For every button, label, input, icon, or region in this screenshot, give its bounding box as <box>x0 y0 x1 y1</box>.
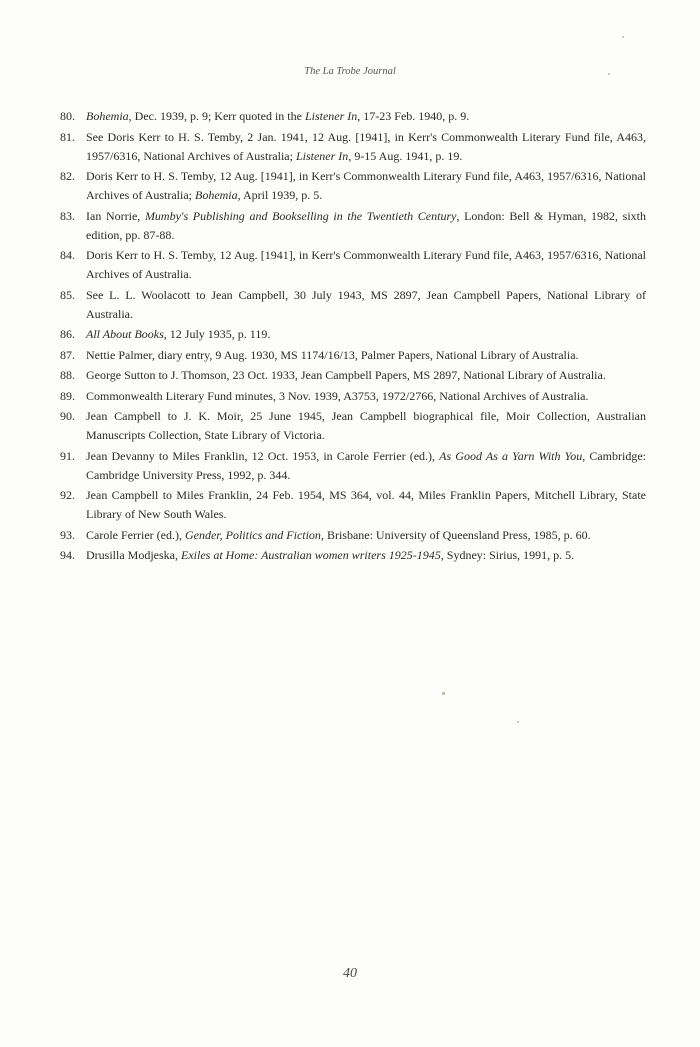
endnote-text-run: Jean Campbell to Miles Franklin, 24 Feb. 1954, MS 364, vol. 44, Miles Franklin Papers, Mitchell Library, State Library of New South Wales. <box>86 488 646 521</box>
endnote-title: Listener In <box>304 109 358 123</box>
endnote-number: 83. <box>60 208 75 223</box>
endnote-title: All About Books <box>86 327 164 341</box>
endnote-text-run: Carole Ferrier (ed.), <box>86 527 185 542</box>
endnote-number: 87. <box>60 347 75 362</box>
scan-speck <box>608 73 610 75</box>
endnote-number: 94. <box>60 548 75 562</box>
endnote-text <box>86 486 646 524</box>
endnote <box>60 167 646 205</box>
endnote-number: 88. <box>60 368 75 382</box>
endnote-text <box>86 325 646 344</box>
endnote-text-run: Jean Campbell to J. K. Moir, 25 June 1945, Jean Campbell biographical file, Moir Collection, Australian Manuscripts Collection, State Library of Victoria. <box>86 409 646 442</box>
endnote <box>60 526 646 545</box>
endnote-number: 80. <box>60 109 75 123</box>
endnote-text <box>86 346 646 365</box>
endnote-title: Gender, Politics and Fiction <box>184 527 321 542</box>
endnote <box>60 486 646 524</box>
endnote-text-run: See Doris Kerr to H. S. Temby, 2 Jan. 1941, 12 Aug. [1941], in Kerr's Commonwealth Literary Fund file, A463, 1957/6316, National Archives of Australia; <box>86 129 646 163</box>
endnote-text-run: See L. L. Woolacott to Jean Campbell, 30 July 1943, MS 2897, Jean Campbell Papers, National Library of Australia. <box>86 287 646 321</box>
scan-speck <box>517 721 519 723</box>
running-head: The La Trobe Journal <box>304 66 396 77</box>
endnote-text-run: Doris Kerr to H. S. Temby, 12 Aug. [1941], in Kerr's Commonwealth Literary Fund file, A463, 1957/6316, National Archives of Australia. <box>86 248 646 281</box>
endnote <box>60 128 646 166</box>
endnote-text-run: Ian Norrie, <box>86 208 145 223</box>
endnote-text-run: , Cambridge: Cambridge University Press, 1992, p. 344. <box>86 448 647 482</box>
endnote-text <box>86 387 646 406</box>
endnote-number: 84. <box>60 248 75 262</box>
endnote-text-run: , April 1939, p. 5. <box>237 188 323 202</box>
endnote-number: 82. <box>60 169 75 183</box>
endnote <box>60 325 646 344</box>
endnote-text <box>86 128 646 166</box>
endnote-title: As Good As a Yarn With You <box>439 448 583 463</box>
endnote-text-run: George Sutton to J. Thomson, 23 Oct. 1933, Jean Campbell Papers, MS 2897, National Library of Australia. <box>86 368 606 382</box>
endnote <box>60 346 646 365</box>
endnote-text-run: , 9-15 Aug. 1941, p. 19. <box>348 148 463 163</box>
endnote-text <box>86 107 646 126</box>
endnote-number: 92. <box>60 488 75 502</box>
endnote-text <box>86 286 646 324</box>
endnote-text-run: Jean Devanny to Miles Franklin, 12 Oct. 1953, in Carole Ferrier (ed.), <box>86 448 440 463</box>
endnote-text <box>86 526 646 545</box>
endnote-number: 90. <box>60 409 75 423</box>
endnote-title: Listener In <box>295 148 349 163</box>
endnote <box>60 366 646 385</box>
endnote-text-run: , 17-23 Feb. 1940, p. 9. <box>357 109 470 123</box>
endnote <box>60 407 646 445</box>
endnote-text-run: , Brisbane: University of Queensland Press, 1985, p. 60. <box>320 527 591 542</box>
endnote-number: 93. <box>60 527 75 542</box>
endnote-text-run: , London: Bell & Hyman, 1982, sixth edition, pp. 87-88. <box>86 208 646 242</box>
endnote-text <box>86 447 646 485</box>
endnote-number: 86. <box>60 327 75 341</box>
endnote-title: Mumby's Publishing and Bookselling in the Twentieth Century <box>144 208 457 223</box>
endnote-text-run: Doris Kerr to H. S. Temby, 12 Aug. [1941], in Kerr's Commonwealth Literary Fund file, A463, 1957/6316, National Archives of Australia; <box>86 169 646 202</box>
endnote-text-run: , 12 July 1935, p. 119. <box>163 327 271 341</box>
endnote <box>60 546 646 565</box>
endnote-text-run: , Dec. 1939, p. 9; Kerr quoted in the <box>128 109 305 123</box>
endnote <box>60 207 646 245</box>
endnote-text <box>86 207 646 245</box>
endnote-number: 91. <box>60 448 75 463</box>
endnotes-list <box>60 107 646 567</box>
endnote-text <box>86 546 646 565</box>
scan-speck <box>622 36 624 38</box>
endnote-text <box>86 366 646 385</box>
endnote-text <box>86 167 646 205</box>
endnote-number: 85. <box>60 287 75 302</box>
endnote-text-run: Drusilla Modjeska, <box>86 548 181 562</box>
page-number: 40 <box>343 966 357 981</box>
endnote-title: Bohemia <box>86 109 129 123</box>
endnote-number: 89. <box>60 388 75 403</box>
endnote <box>60 286 646 324</box>
endnote <box>60 387 646 406</box>
endnote-title: Exiles at Home: Australian women writers 1925-1945 <box>181 548 441 562</box>
endnote <box>60 447 646 485</box>
scan-speck <box>442 692 445 695</box>
endnote-text-run: Commonwealth Literary Fund minutes, 3 Nov. 1939, A3753, 1972/2766, National Archives of Australia. <box>86 388 589 403</box>
endnote <box>60 246 646 284</box>
endnote <box>60 107 646 126</box>
endnote-text <box>86 407 646 445</box>
endnote-title: Bohemia <box>194 188 238 202</box>
endnote-text <box>86 246 646 284</box>
endnote-text-run: Nettie Palmer, diary entry, 9 Aug. 1930, MS 1174/16/13, Palmer Papers, National Library of Australia. <box>86 347 579 362</box>
endnote-number: 81. <box>60 129 75 144</box>
endnote-text-run: , Sydney: Sirius, 1991, p. 5. <box>440 548 575 562</box>
